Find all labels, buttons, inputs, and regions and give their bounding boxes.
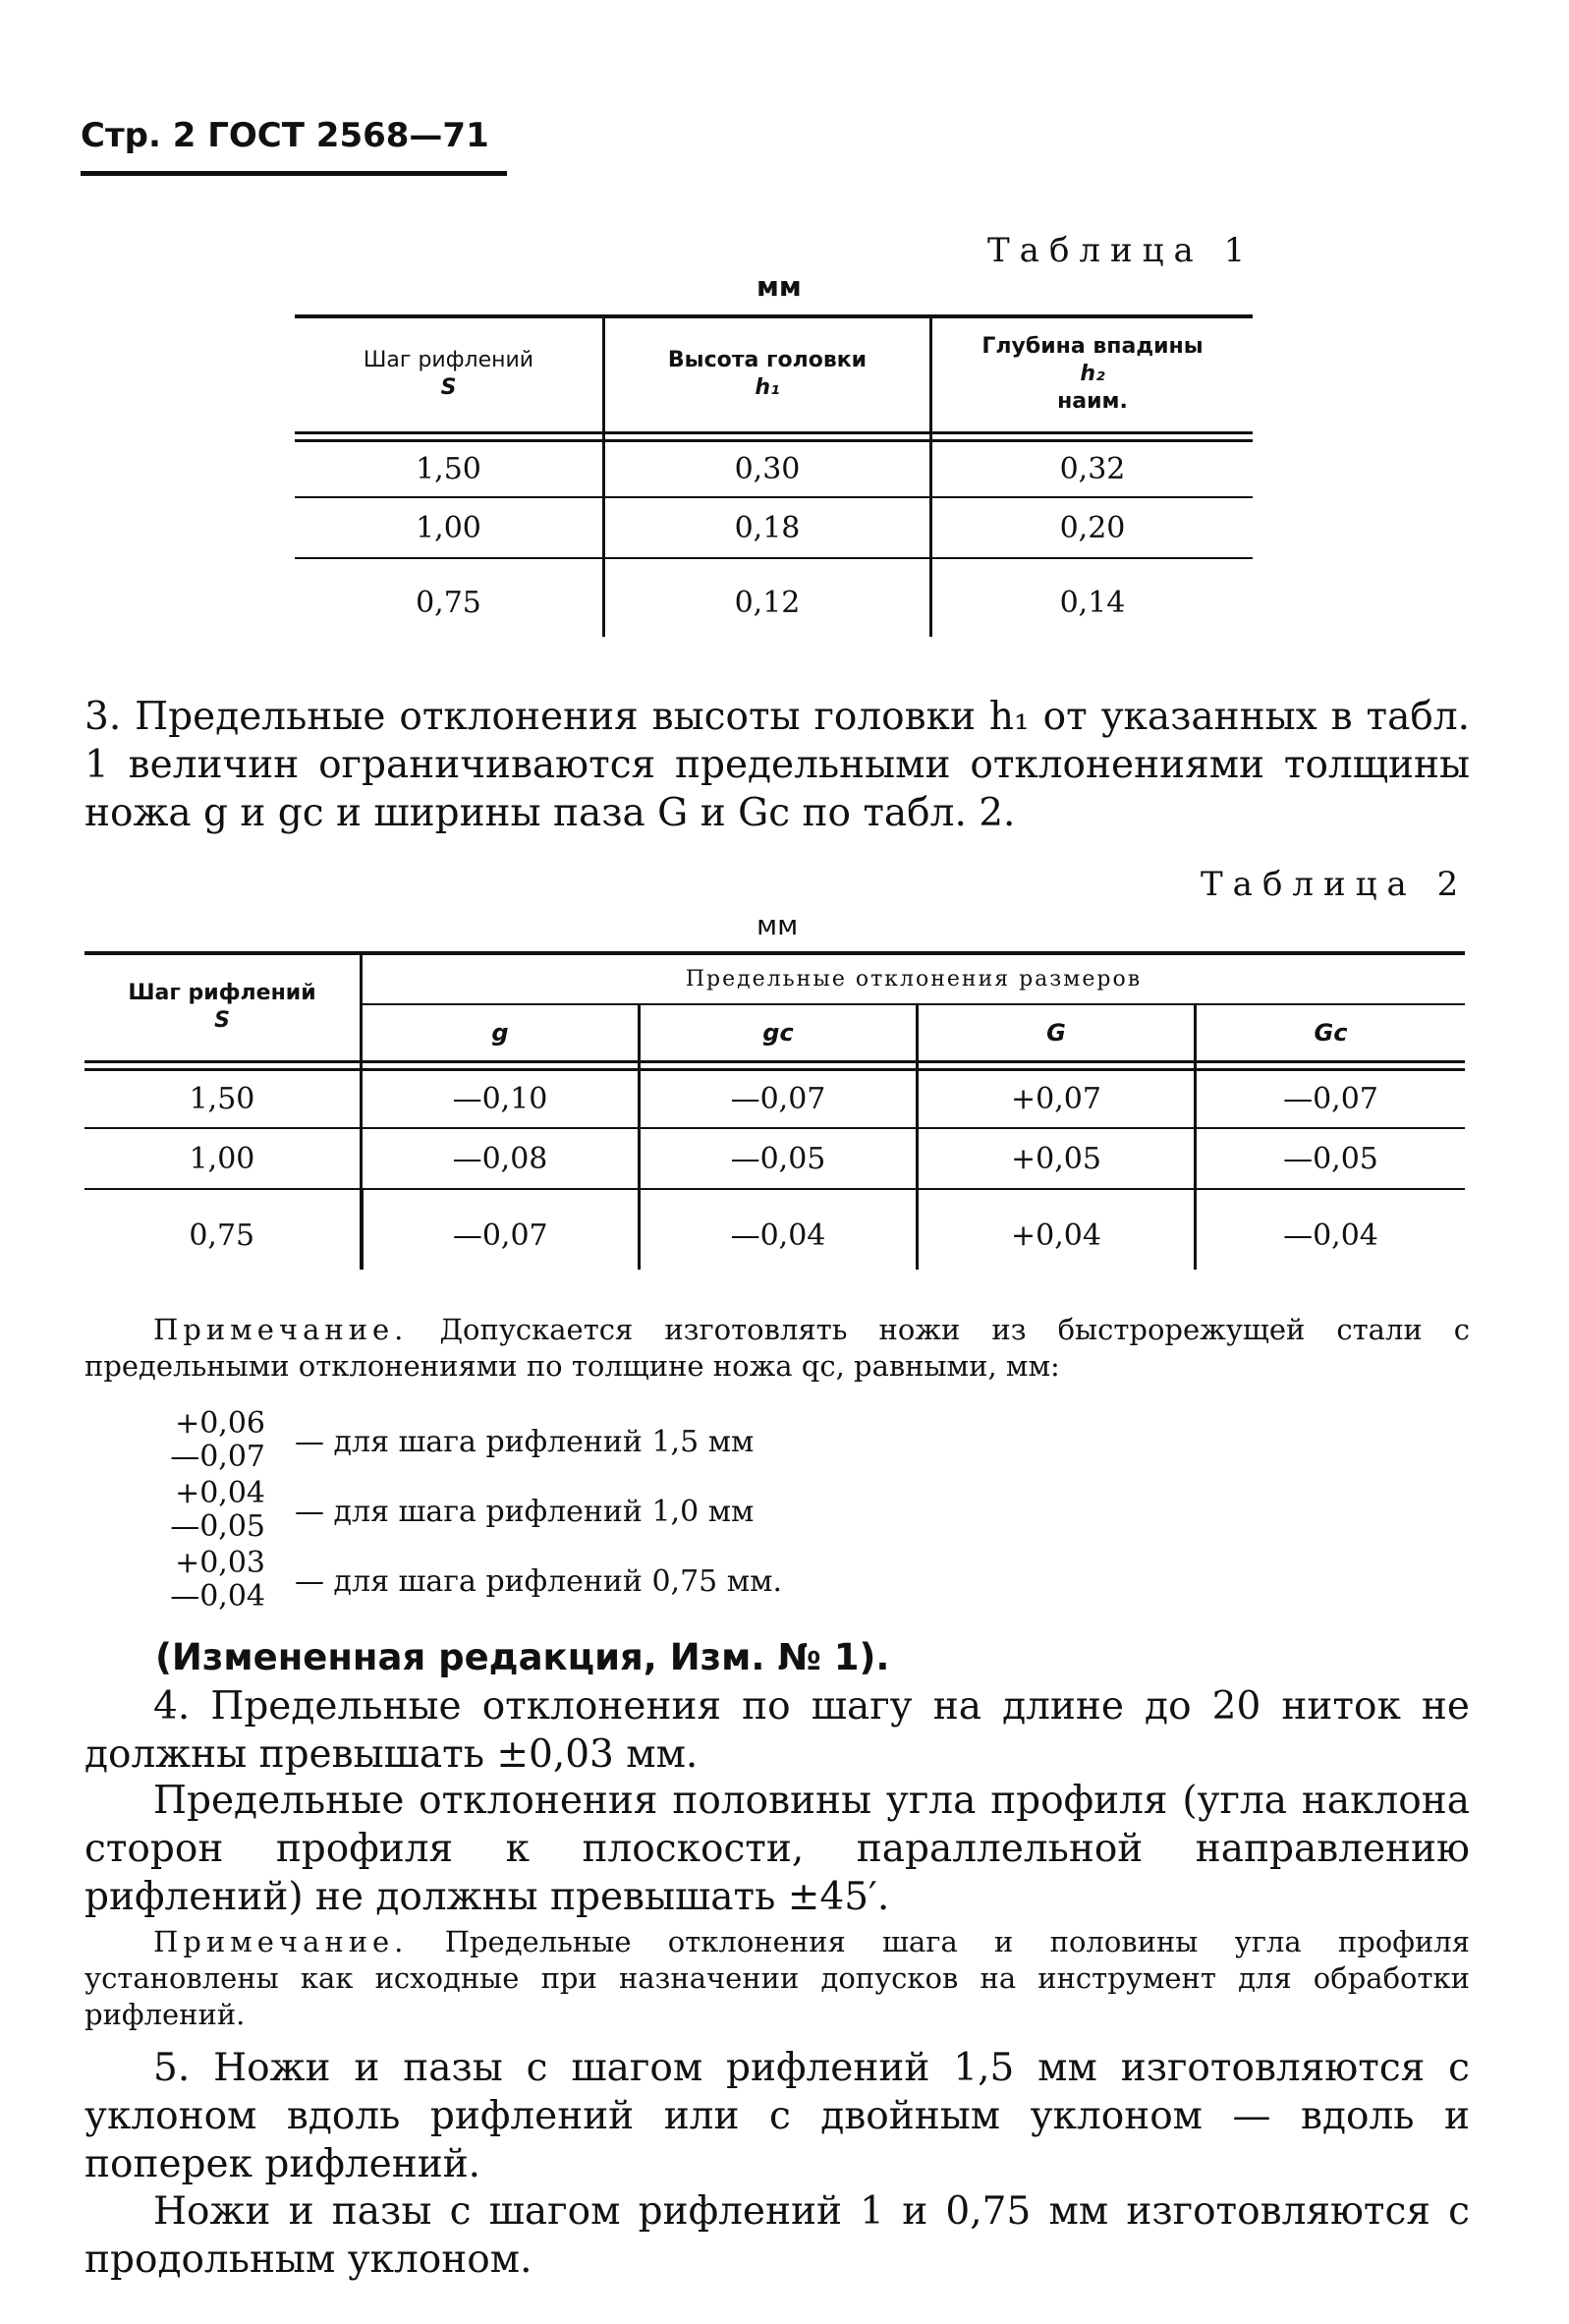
- table2-cell: 0,75: [84, 1189, 362, 1270]
- table1-cell: 0,12: [604, 558, 931, 637]
- table1-cell: 1,50: [295, 440, 604, 497]
- table1-cell: 0,32: [931, 440, 1254, 497]
- table2-header-divider: [84, 1061, 1465, 1069]
- table-row: [295, 558, 1253, 637]
- table2-caption: Таблица 2: [1201, 865, 1469, 904]
- tolerance-lower: —0,05: [170, 1509, 265, 1544]
- table2-header-symbol: S: [214, 1008, 230, 1034]
- table2-cell: —0,08: [362, 1128, 640, 1189]
- tolerance-values: [147, 1547, 265, 1614]
- table-row: [84, 1069, 1465, 1128]
- table2-unit: мм: [756, 909, 799, 941]
- table-row: [295, 440, 1253, 497]
- table1-cell: 0,30: [604, 440, 931, 497]
- table-row: [84, 1189, 1465, 1270]
- table1-header-cell: [931, 316, 1254, 432]
- table2-cell: —0,07: [1196, 1069, 1466, 1128]
- table2-header-row: [84, 953, 1465, 1004]
- table2-cell: —0,10: [362, 1069, 640, 1128]
- table1-header-cell: [604, 316, 931, 432]
- table2-cell: —0,07: [362, 1189, 640, 1270]
- note-1-text: Допускается изготовлять ножи из быстрорежущей стали с предельными отклонениями по толщине ножа qc, равными, мм:: [84, 1313, 1470, 1383]
- table1-header-row: [295, 316, 1253, 432]
- note-2: [84, 1924, 1470, 2033]
- table2-header-text: Шаг рифлений: [128, 981, 316, 1006]
- paragraph-4-cont: Предельные отклонения половины угла профиля (угла наклона сторон профиля к плоскости, параллельной направлению рифлений) не должны превышать ±45′.: [84, 1779, 1470, 1919]
- table2-cell: +0,05: [918, 1128, 1196, 1189]
- paragraph-5: 5. Ножи и пазы с шагом рифлений 1,5 мм изготовляются с уклоном вдоль рифлений или с двойным уклоном — вдоль и поперек рифлений.: [84, 2046, 1470, 2186]
- table2-subheader: Gc: [1314, 1018, 1348, 1047]
- tolerance-desc: — для шага рифлений 1,5 мм: [295, 1425, 755, 1459]
- table1-cell: 0,75: [295, 558, 604, 637]
- tolerance-lower: —0,04: [170, 1579, 265, 1614]
- note-1: [84, 1312, 1470, 1385]
- note-1-label: Примечание.: [153, 1313, 409, 1346]
- table2-cell: +0,04: [918, 1189, 1196, 1270]
- paragraph-5-cont: Ножи и пазы с шагом рифлений 1 и 0,75 мм изготовляются с продольным уклоном.: [84, 2189, 1470, 2282]
- tolerance-values: [147, 1407, 265, 1474]
- table2-subheader: G: [918, 1004, 1196, 1061]
- table2-cell: —0,05: [640, 1128, 918, 1189]
- table2-cell: 1,00: [84, 1128, 362, 1189]
- table2-header-cell: [84, 953, 362, 1061]
- paragraph-4: 4. Предельные отклонения по шагу на длине до 20 ниток не должны превышать ±0,03 мм.: [84, 1684, 1470, 1777]
- tolerance-upper: +0,04: [175, 1476, 265, 1510]
- table1-cell: 0,18: [604, 497, 931, 558]
- table-row: [84, 1128, 1465, 1189]
- paragraph-3: 3. Предельные отклонения высоты головки h₁ от указанных в табл. 1 величин ограничиваются предельными отклонениями толщины ножа g и gc и ширины паза G и Gc по табл. 2.: [84, 695, 1470, 835]
- tolerance-upper: +0,03: [175, 1546, 265, 1580]
- page-header: Стр. 2 ГОСТ 2568—71: [81, 116, 489, 155]
- header-rule: [81, 171, 507, 176]
- table1-cell: 0,14: [1059, 586, 1126, 620]
- table-row: [295, 497, 1253, 558]
- amendment-note: (Измененная редакция, Изм. № 1).: [155, 1636, 890, 1678]
- table1-header-text: Высота головки: [667, 348, 868, 373]
- table1-header-divider: [295, 432, 1253, 440]
- table2: [84, 951, 1465, 1270]
- note-2-text: Предельные отклонения шага и половины угла профиля установлены как исходные при назначении допусков на инструмент для обработки рифлений.: [84, 1925, 1470, 2031]
- table1-header-text: наим.: [1057, 389, 1128, 415]
- table1-header-cell: [295, 316, 604, 432]
- tolerance-upper: +0,06: [175, 1406, 265, 1441]
- tolerance-lower: —0,07: [170, 1440, 265, 1474]
- table2-subheader: gc: [640, 1004, 918, 1061]
- table2-cell: —0,04: [1283, 1219, 1378, 1253]
- table1-cell: 1,00: [295, 497, 604, 558]
- tolerance-desc: — для шага рифлений 1,0 мм: [295, 1495, 755, 1529]
- table1-header-text: Глубина впадины: [981, 334, 1204, 360]
- table2-cell: —0,04: [640, 1189, 918, 1270]
- tolerance-values: [147, 1477, 265, 1544]
- tolerance-desc: — для шага рифлений 0,75 мм.: [295, 1564, 782, 1599]
- table1: [295, 314, 1253, 637]
- table1-header-symbol: h₂: [1080, 362, 1105, 387]
- table1-unit: мм: [756, 270, 802, 303]
- table2-cell: —0,05: [1196, 1128, 1466, 1189]
- table1-header-symbol: S: [440, 375, 457, 401]
- note-2-label: Примечание.: [153, 1925, 409, 1958]
- table2-cell: +0,07: [918, 1069, 1196, 1128]
- table1-caption: Таблица 1: [987, 231, 1256, 270]
- table2-subheader: g: [362, 1004, 640, 1061]
- table1-header-symbol: h₁: [755, 375, 780, 401]
- table2-cell: 1,50: [84, 1069, 362, 1128]
- table2-cell: —0,07: [640, 1069, 918, 1128]
- table1-cell: 0,20: [931, 497, 1254, 558]
- table2-group-header: Предельные отклонения размеров: [362, 953, 1466, 1004]
- table1-header-text: Шаг рифлений: [363, 348, 534, 373]
